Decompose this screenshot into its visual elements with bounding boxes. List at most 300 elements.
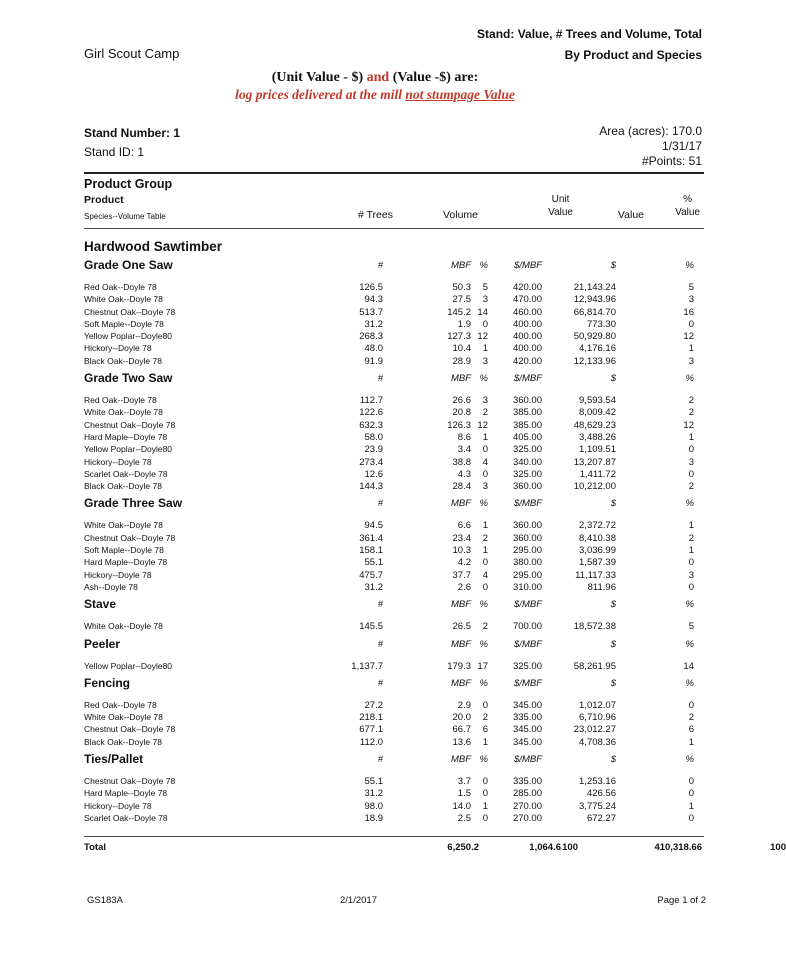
unit-value-cell: 335.00 xyxy=(512,712,542,724)
table-row xyxy=(84,395,704,407)
species-cell: Chestnut Oak--Doyle 78 xyxy=(84,419,176,430)
unit-value-column-header: Unit Value xyxy=(548,194,573,218)
unit-label-value: $ xyxy=(610,260,616,271)
pct-cell: 17 xyxy=(477,660,488,672)
header-divider-top xyxy=(84,172,704,174)
species-cell: Chestnut Oak--Doyle 78 xyxy=(84,776,176,787)
trees-cell: 1,137.7 xyxy=(351,660,383,672)
product-group-name: Ties/Pallet xyxy=(84,752,144,767)
pct-cell: 1 xyxy=(482,343,488,355)
volume-cell: 126.3 xyxy=(447,419,471,431)
trees-cell: 94.3 xyxy=(364,294,383,306)
value-cell: 10,212.00 xyxy=(573,481,616,493)
trees-cell: 55.1 xyxy=(364,557,383,569)
pct-value-cell: 2 xyxy=(688,407,694,419)
species-cell: White Oak--Doyle 78 xyxy=(84,407,163,418)
unit-label-trees: # xyxy=(377,498,383,510)
value-cell: 18,572.38 xyxy=(573,621,616,633)
price-note-line-1 xyxy=(0,70,750,86)
report-title-line-1: Stand: Value, # Trees and Volume, Total xyxy=(477,27,702,41)
pct-value-cell: 0 xyxy=(688,699,694,711)
pct-value-cell: 1 xyxy=(688,343,694,355)
total-volume: 1,064.6 xyxy=(529,842,561,853)
product-table xyxy=(84,258,704,828)
pct-cell: 5 xyxy=(482,282,488,293)
pct-cell: 3 xyxy=(482,395,488,407)
table-row xyxy=(84,533,704,545)
trees-cell: 98.0 xyxy=(364,800,383,812)
product-group-row xyxy=(84,496,704,512)
value-cell: 58,261.95 xyxy=(573,660,616,672)
pct-value-cell: 1 xyxy=(688,520,694,532)
volume-cell: 28.4 xyxy=(452,481,471,493)
pct-value-cell: 12 xyxy=(683,419,694,431)
pct-value-cell: 1 xyxy=(688,545,694,557)
value-cell: 9,593.54 xyxy=(579,395,616,407)
trees-cell: 12.6 xyxy=(364,468,383,480)
trees-cell: 31.2 xyxy=(364,788,383,800)
unit-label-value: $ xyxy=(610,498,616,510)
unit-label-pct: % xyxy=(479,260,488,271)
unit-value-cell: 405.00 xyxy=(512,431,542,443)
value-cell: 773.30 xyxy=(586,318,616,330)
value-cell: 11,117.33 xyxy=(575,569,616,581)
species-cell: Soft Maple--Doyle 78 xyxy=(84,545,164,556)
pct-value-cell: 1 xyxy=(688,736,694,748)
product-group-row xyxy=(84,371,704,387)
unit-label-unit-value: $/MBF xyxy=(514,498,542,510)
pct-value-cell: 0 xyxy=(688,788,694,800)
volume-cell: 13.6 xyxy=(452,736,471,748)
volume-cell: 2.9 xyxy=(457,699,471,711)
unit-label-volume: MBF xyxy=(450,754,471,766)
unit-label-volume: MBF xyxy=(450,373,471,385)
unit-label-value: $ xyxy=(610,373,616,385)
unit-value-cell: 420.00 xyxy=(512,355,542,367)
pct-cell: 0 xyxy=(482,468,488,480)
unit-label-value: $ xyxy=(610,599,616,611)
stand-summary xyxy=(599,124,702,169)
value-cell: 672.27 xyxy=(586,812,616,824)
price-note xyxy=(0,70,750,103)
volume-cell: 127.3 xyxy=(447,331,471,343)
unit-label-pct-value: % xyxy=(685,599,694,611)
unit-value-cell: 285.00 xyxy=(512,788,542,800)
volume-cell: 8.6 xyxy=(457,431,471,443)
volume-cell: 1.5 xyxy=(457,788,471,800)
table-row xyxy=(84,331,704,343)
unit-value-cell: 270.00 xyxy=(512,800,542,812)
species-cell: Yellow Poplar--Doyle80 xyxy=(84,660,173,671)
unit-value-cell: 340.00 xyxy=(512,456,542,468)
volume-cell: 2.6 xyxy=(457,581,471,593)
pct-value-cell: 5 xyxy=(688,621,694,633)
trees-cell: 112.7 xyxy=(359,395,383,407)
trees-cell: 55.1 xyxy=(364,776,383,788)
value-cell: 1,109.51 xyxy=(579,444,616,456)
pct-value-cell: 16 xyxy=(683,306,694,318)
table-row xyxy=(84,420,704,432)
unit-label-pct-value: % xyxy=(685,638,694,650)
page-number: Page 1 of 2 xyxy=(657,895,706,906)
value-cell: 3,036.99 xyxy=(579,545,616,557)
volume-cell: 50.3 xyxy=(452,282,471,293)
product-group-name: Grade One Saw xyxy=(84,258,173,272)
species-cell: Hard Maple--Doyle 78 xyxy=(84,788,168,799)
value-cell: 4,176.16 xyxy=(579,343,616,355)
unit-label-volume: MBF xyxy=(450,260,471,271)
stand-number: Stand Number: 1 xyxy=(84,126,181,140)
volume-cell: 4.2 xyxy=(457,557,471,569)
unit-label-trees: # xyxy=(377,260,383,271)
volume-cell: 20.0 xyxy=(452,712,471,724)
unit-value-cell: 400.00 xyxy=(512,343,542,355)
table-row xyxy=(84,776,704,788)
section-title: Hardwood Sawtimber xyxy=(84,239,223,254)
volume-cell: 26.6 xyxy=(452,395,471,407)
pct-cell: 4 xyxy=(482,456,488,468)
product-group-row xyxy=(84,752,704,768)
unit-value-cell: 345.00 xyxy=(512,699,542,711)
volume-cell: 66.7 xyxy=(452,724,471,736)
unit-value-cell: 385.00 xyxy=(512,407,542,419)
species-cell: Red Oak--Doyle 78 xyxy=(84,282,157,292)
volume-cell: 14.0 xyxy=(452,800,471,812)
species-cell: Hard Maple--Doyle 78 xyxy=(84,431,168,442)
unit-label-volume: MBF xyxy=(450,638,471,650)
camp-name: Girl Scout Camp xyxy=(84,46,180,61)
unit-label-unit-value: $/MBF xyxy=(514,599,542,611)
species-cell: Black Oak--Doyle 78 xyxy=(84,736,162,747)
species-cell: Scarlet Oak--Doyle 78 xyxy=(84,468,168,479)
unit-label-pct: % xyxy=(479,638,488,650)
total-pct-volume: 100 xyxy=(562,842,578,853)
volume-cell: 1.9 xyxy=(457,318,471,330)
unit-value-cell: 385.00 xyxy=(512,419,542,431)
trees-cell: 145.5 xyxy=(359,621,383,633)
pct-cell: 3 xyxy=(482,355,488,367)
product-group-name: Stave xyxy=(84,597,117,612)
unit-value-cell: 460.00 xyxy=(512,306,542,318)
unit-label-pct: % xyxy=(479,373,488,385)
unit-label-volume: MBF xyxy=(450,677,471,689)
value-cell: 50,929.80 xyxy=(573,331,616,343)
trees-cell: 94.5 xyxy=(364,520,383,532)
pct-cell: 2 xyxy=(482,621,488,633)
value-cell: 1,253.16 xyxy=(579,776,616,788)
header-divider-bottom xyxy=(84,228,704,229)
value-cell: 21,143.24 xyxy=(573,282,616,293)
unit-label-pct-value: % xyxy=(685,260,694,271)
table-row xyxy=(84,557,704,569)
value-column-header: Value xyxy=(617,209,644,221)
species-cell: White Oak--Doyle 78 xyxy=(84,621,163,632)
table-row xyxy=(84,307,704,319)
volume-cell: 3.4 xyxy=(457,444,471,456)
trees-cell: 18.9 xyxy=(364,812,383,824)
unit-label-pct-value: % xyxy=(685,754,694,766)
unit-value-cell: 420.00 xyxy=(512,282,542,293)
product-group-row xyxy=(84,258,704,274)
species-volume-header: Species--Volume Table xyxy=(84,212,166,221)
value-cell: 23,012.27 xyxy=(573,724,616,736)
unit-label-pct: % xyxy=(479,498,488,510)
unit-label-volume: MBF xyxy=(450,599,471,611)
pct-cell: 0 xyxy=(482,557,488,569)
value-cell: 8,009.42 xyxy=(579,407,616,419)
pct-value-cell: 3 xyxy=(688,294,694,306)
trees-cell: 112.0 xyxy=(359,736,383,748)
trees-cell: 158.1 xyxy=(359,545,383,557)
species-cell: Chestnut Oak--Doyle 78 xyxy=(84,532,176,543)
pct-cell: 0 xyxy=(482,699,488,711)
pct-cell: 12 xyxy=(477,331,488,343)
species-cell: Ash--Doyle 78 xyxy=(84,581,138,592)
total-label: Total xyxy=(84,842,106,853)
trees-cell: 268.3 xyxy=(359,331,383,343)
table-row xyxy=(84,319,704,331)
pct-cell: 2 xyxy=(482,532,488,544)
pct-cell: 6 xyxy=(482,724,488,736)
note-and: and xyxy=(366,70,390,85)
value-cell: 6,710.96 xyxy=(579,712,616,724)
volume-cell: 10.3 xyxy=(452,545,471,557)
print-date: 2/1/2017 xyxy=(340,895,377,906)
pct-value-cell: 5 xyxy=(688,282,694,293)
table-row xyxy=(84,621,704,633)
pct-cell: 2 xyxy=(482,712,488,724)
trees-cell: 31.2 xyxy=(364,318,383,330)
unit-label-value: $ xyxy=(610,677,616,689)
value-cell: 4,708.36 xyxy=(579,736,616,748)
trees-cell: 361.4 xyxy=(359,532,383,544)
unit-value-cell: 325.00 xyxy=(512,444,542,456)
species-cell: Scarlet Oak--Doyle 78 xyxy=(84,812,168,823)
unit-value-cell: 360.00 xyxy=(512,532,542,544)
total-pct-value: 100 xyxy=(770,842,786,853)
total-divider xyxy=(84,836,704,837)
value-cell: 12,943.96 xyxy=(573,294,616,306)
unit-label-unit-value: $/MBF xyxy=(514,373,542,385)
unit-label-pct-value: % xyxy=(685,373,694,385)
table-row xyxy=(84,343,704,355)
volume-cell: 145.2 xyxy=(447,306,471,318)
unit-label-trees: # xyxy=(377,599,383,611)
table-row xyxy=(84,737,704,749)
table-row xyxy=(84,788,704,800)
species-cell: White Oak--Doyle 78 xyxy=(84,294,163,305)
trees-cell: 31.2 xyxy=(364,581,383,593)
volume-cell: 26.5 xyxy=(452,621,471,633)
unit-label-pct: % xyxy=(479,754,488,766)
unit-value-cell: 360.00 xyxy=(512,520,542,532)
pct-value-cell: 3 xyxy=(688,569,694,581)
pct-value-cell: 1 xyxy=(688,431,694,443)
table-row xyxy=(84,520,704,532)
trees-column-header: # Trees xyxy=(357,209,393,221)
pct-value-cell: 0 xyxy=(688,468,694,480)
pct-value-cell: 0 xyxy=(688,318,694,330)
unit-value-cell: 295.00 xyxy=(512,569,542,581)
unit-value-cell: 295.00 xyxy=(512,545,542,557)
value-cell: 48,629.23 xyxy=(573,419,616,431)
unit-label-pct: % xyxy=(479,599,488,611)
volume-cell: 10.4 xyxy=(452,343,471,355)
species-cell: Hickory--Doyle 78 xyxy=(84,800,152,811)
table-row xyxy=(84,724,704,736)
total-value: 410,318.66 xyxy=(654,842,702,853)
product-group-header: Product Group xyxy=(84,177,173,191)
stand-points: #Points: 51 xyxy=(641,154,702,168)
table-row xyxy=(84,481,704,493)
pct-value-cell: 12 xyxy=(683,331,694,343)
pct-cell: 3 xyxy=(482,294,488,306)
trees-cell: 632.3 xyxy=(359,419,383,431)
volume-cell: 28.9 xyxy=(452,355,471,367)
species-cell: Hickory--Doyle 78 xyxy=(84,343,152,354)
pct-cell: 0 xyxy=(482,581,488,593)
trees-cell: 513.7 xyxy=(359,306,383,318)
value-cell: 811.96 xyxy=(587,581,616,593)
pct-cell: 0 xyxy=(482,776,488,788)
unit-label-volume: MBF xyxy=(450,498,471,510)
pct-value-cell: 1 xyxy=(688,800,694,812)
unit-label-unit-value: $/MBF xyxy=(514,638,542,650)
table-row xyxy=(84,282,704,294)
pct-cell: 12 xyxy=(477,419,488,431)
value-cell: 1,411.72 xyxy=(579,468,616,480)
unit-label-trees: # xyxy=(377,373,383,385)
pct-cell: 0 xyxy=(482,788,488,800)
table-row xyxy=(84,356,704,368)
unit-label-trees: # xyxy=(377,638,383,650)
unit-value-cell: 380.00 xyxy=(512,557,542,569)
volume-cell: 27.5 xyxy=(452,294,471,306)
volume-cell: 37.7 xyxy=(452,569,471,581)
total-row xyxy=(84,842,786,856)
trees-cell: 475.7 xyxy=(359,569,383,581)
pct-cell: 1 xyxy=(482,736,488,748)
unit-label-trees: # xyxy=(377,754,383,766)
species-cell: Hickory--Doyle 78 xyxy=(84,569,152,580)
species-cell: Chestnut Oak--Doyle 78 xyxy=(84,306,176,317)
volume-cell: 38.8 xyxy=(452,456,471,468)
volume-column-header: Volume xyxy=(442,209,478,221)
species-cell: Hickory--Doyle 78 xyxy=(84,456,152,467)
table-row xyxy=(84,444,704,456)
stand-area: Area (acres): 170.0 xyxy=(599,124,702,138)
volume-cell: 23.4 xyxy=(452,532,471,544)
product-group-name: Peeler xyxy=(84,636,121,651)
unit-label-unit-value: $/MBF xyxy=(514,677,542,689)
value-cell: 3,488.26 xyxy=(579,431,616,443)
table-row xyxy=(84,545,704,557)
pct-value-cell: 0 xyxy=(688,812,694,824)
trees-cell: 677.1 xyxy=(359,724,383,736)
unit-label-pct-value: % xyxy=(685,498,694,510)
trees-cell: 27.2 xyxy=(364,699,383,711)
pct-cell: 0 xyxy=(482,444,488,456)
pct-value-cell: 0 xyxy=(688,444,694,456)
table-row xyxy=(84,432,704,444)
species-cell: Black Oak--Doyle 78 xyxy=(84,481,162,492)
trees-cell: 126.5 xyxy=(359,282,383,293)
unit-label-value: $ xyxy=(610,754,616,766)
unit-value-cell: 325.00 xyxy=(512,468,542,480)
pct-value-cell: 0 xyxy=(688,776,694,788)
pct-cell: 1 xyxy=(482,520,488,532)
unit-label-unit-value: $/MBF xyxy=(514,754,542,766)
table-row xyxy=(84,570,704,582)
product-group-name: Fencing xyxy=(84,675,131,690)
stand-identity xyxy=(84,124,180,162)
total-trees: 6,250.2 xyxy=(447,842,479,853)
table-row xyxy=(84,813,704,825)
unit-label-trees: # xyxy=(377,677,383,689)
pct-value-cell: 2 xyxy=(688,395,694,407)
species-cell: Soft Maple--Doyle 78 xyxy=(84,318,164,329)
pct-cell: 0 xyxy=(482,318,488,330)
table-row xyxy=(84,582,704,594)
table-row xyxy=(84,294,704,306)
table-row xyxy=(84,712,704,724)
stand-id: Stand ID: 1 xyxy=(84,145,145,159)
note-not-stumpage: not stumpage Value xyxy=(405,87,515,102)
report-title-line-2: By Product and Species xyxy=(564,48,702,62)
pct-cell: 4 xyxy=(482,569,488,581)
volume-cell: 6.6 xyxy=(457,520,471,532)
unit-value-cell: 400.00 xyxy=(512,331,542,343)
table-row xyxy=(84,407,704,419)
trees-cell: 91.9 xyxy=(364,355,383,367)
unit-label-pct-value: % xyxy=(685,677,694,689)
trees-cell: 144.3 xyxy=(359,481,383,493)
species-cell: Red Oak--Doyle 78 xyxy=(84,699,157,710)
pct-value-cell: 3 xyxy=(688,456,694,468)
unit-value-cell: 360.00 xyxy=(512,481,542,493)
unit-value-cell: 400.00 xyxy=(512,318,542,330)
volume-cell: 3.7 xyxy=(457,776,471,788)
product-group-name: Grade Two Saw xyxy=(84,371,173,386)
price-note-line-2 xyxy=(0,87,750,103)
species-cell: Yellow Poplar--Doyle80 xyxy=(84,331,173,342)
product-group-name: Grade Three Saw xyxy=(84,496,183,511)
stand-date: 1/31/17 xyxy=(661,139,702,153)
trees-cell: 273.4 xyxy=(359,456,383,468)
unit-label-pct: % xyxy=(479,677,488,689)
table-row xyxy=(84,700,704,712)
pct-value-column-header: % Value xyxy=(675,194,700,218)
unit-value-cell: 345.00 xyxy=(512,736,542,748)
value-cell: 12,133.96 xyxy=(573,355,616,367)
pct-value-cell: 14 xyxy=(683,660,694,672)
pct-value-cell: 0 xyxy=(688,581,694,593)
volume-cell: 179.3 xyxy=(447,660,471,672)
unit-value-cell: 470.00 xyxy=(512,294,542,306)
trees-cell: 58.0 xyxy=(364,431,383,443)
unit-label-value: $ xyxy=(610,638,616,650)
value-cell: 2,372.72 xyxy=(579,520,616,532)
report-title xyxy=(477,24,702,66)
pct-cell: 1 xyxy=(482,800,488,812)
pct-cell: 1 xyxy=(482,431,488,443)
table-row xyxy=(84,469,704,481)
pct-cell: 1 xyxy=(482,545,488,557)
trees-cell: 218.1 xyxy=(359,712,383,724)
value-cell: 1,012.07 xyxy=(579,699,616,711)
species-cell: Hard Maple--Doyle 78 xyxy=(84,557,168,568)
unit-value-cell: 335.00 xyxy=(512,776,542,788)
